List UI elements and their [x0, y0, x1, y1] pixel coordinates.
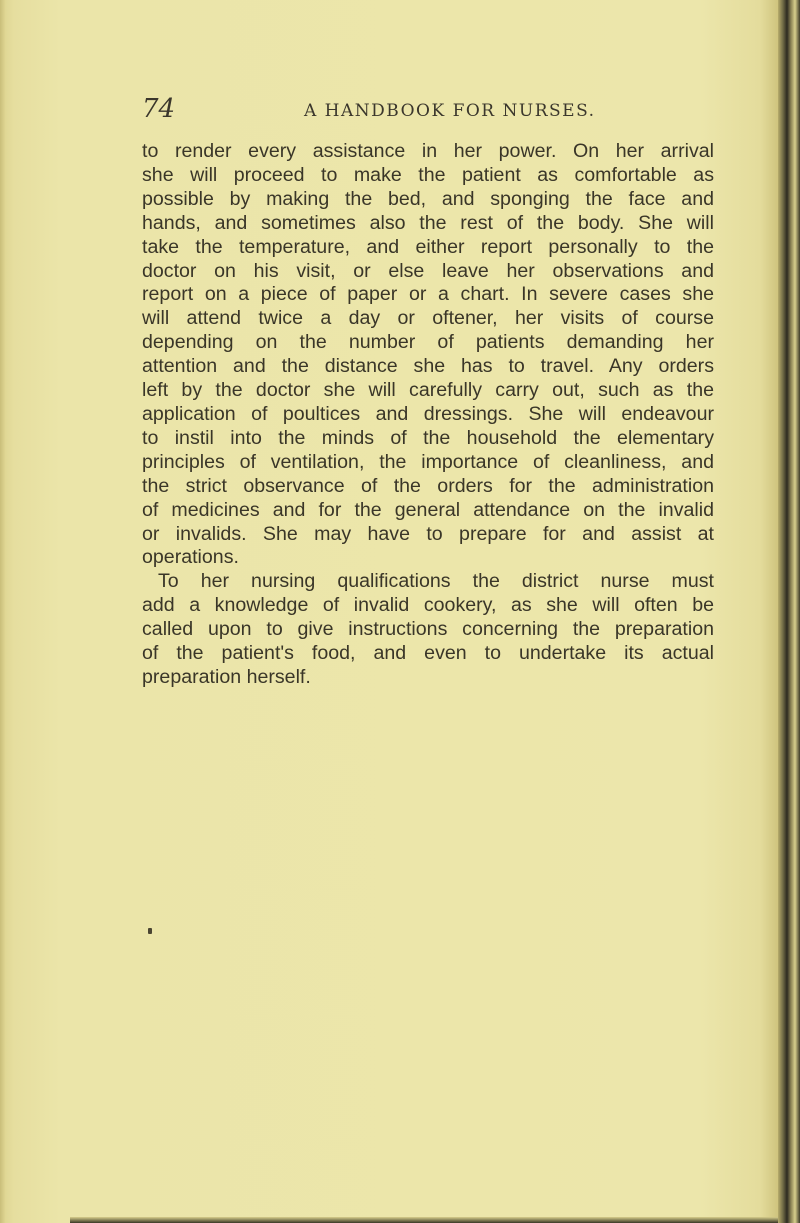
text-line: or invalids. She may have to prepare for and assist at [142, 522, 714, 545]
page-left-edge [0, 0, 6, 1223]
text-line: depending on the number of patients demanding her [142, 331, 714, 354]
page-bottom-edge [70, 1217, 778, 1223]
text-line: the strict observance of the orders for the administration [142, 474, 714, 497]
text-line: principles of ventilation, the importance of cleanliness, and [142, 450, 714, 473]
text-line: hands, and sometimes also the rest of the body. She will [142, 211, 714, 234]
text-line: will attend twice a day or oftener, her visits of course [142, 307, 714, 330]
text-line: of medicines and for the general attendance on the invalid [142, 498, 714, 521]
text-line: she will proceed to make the patient as comfortable as [142, 163, 714, 186]
body-text [142, 140, 714, 690]
text-line: to render every assistance in her power. On her arrival [142, 140, 714, 162]
text-line: attention and the distance she has to travel. Any orders [142, 355, 714, 378]
text-line: preparation herself. [142, 665, 311, 688]
text-line: left by the doctor she will carefully carry out, such as the [142, 379, 714, 402]
text-line: doctor on his visit, or else leave her observations and [142, 259, 714, 282]
text-line: take the temperature, and either report personally to the [142, 235, 714, 258]
text-line: report on a piece of paper or a chart. In severe cases she [142, 283, 714, 306]
ink-speck [148, 928, 152, 934]
page-number: 74 [142, 94, 176, 124]
text-line: operations. [142, 546, 239, 569]
text-line: add a knowledge of invalid cookery, as she will often be [142, 594, 714, 617]
text-line: application of poultices and dressings. She will endeavour [142, 402, 714, 425]
text-line: possible by making the bed, and sponging the face and [142, 187, 714, 210]
text-line: to instil into the minds of the household the elementary [142, 426, 714, 449]
running-head: A HANDBOOK FOR NURSES. [304, 101, 596, 121]
page-header [142, 96, 714, 136]
text-line: called upon to give instructions concerning the preparation [142, 618, 714, 641]
text-line: To her nursing qualifications the district nurse must [158, 570, 714, 593]
book-spine [778, 0, 800, 1223]
text-line: of the patient's food, and even to undertake its actual [142, 642, 714, 665]
